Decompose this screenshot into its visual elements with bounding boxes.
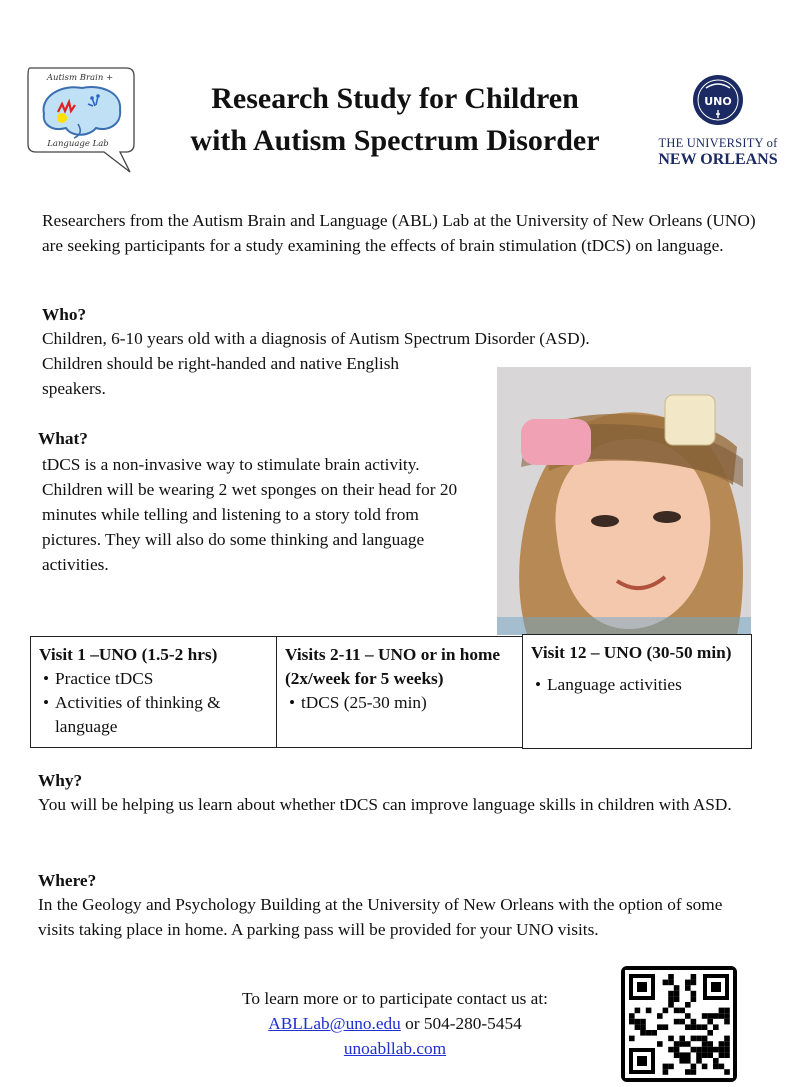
intro-paragraph: Researchers from the Autism Brain and Language (ABL) Lab at the University of New Orleans (UNO) are seeking participants for a study examining the effects of brain stimulation (tDCS) on language.: [42, 211, 756, 255]
email-link[interactable]: ABLLab@uno.edu: [268, 1014, 401, 1033]
phone-number: 504-280-5454: [423, 1014, 522, 1033]
list-item: • Language activities: [531, 673, 743, 697]
what-text: tDCS is a non-invasive way to stimulate brain activity. Children will be wearing 2 wet sponges on their head for 20 minutes while telling and listening to a story told from pictures. They will also do some thinking and language activities.: [42, 455, 458, 574]
who-heading: Who?: [42, 305, 87, 324]
list-item: • Activities of thinking & language: [39, 691, 269, 739]
visit-1-title: Visit 1 –UNO (1.5-2 hrs): [39, 645, 218, 664]
visit-12-box: [522, 634, 752, 749]
contact-connector: or: [400, 1014, 424, 1033]
list-item: • Practice tDCS: [39, 667, 269, 691]
why-text: You will be helping us learn about whether tDCS can improve language skills in children with ASD.: [38, 795, 732, 814]
qr-code: [621, 966, 737, 1082]
where-heading: Where?: [38, 871, 97, 890]
title-line-1: Research Study for Children: [211, 82, 579, 115]
university-name-line2: NEW ORLEANS: [658, 151, 778, 168]
university-name-line1: THE UNIVERSITY of: [658, 136, 778, 150]
page-title: [140, 78, 650, 162]
child-photo: [497, 367, 751, 635]
who-text-continued: Children should be right-handed and native English speakers.: [42, 354, 400, 398]
list-item: • tDCS (25-30 min): [285, 691, 515, 715]
visits-2-11-title: Visits 2-11 – UNO or in home (2x/week for 5 weeks): [285, 645, 501, 688]
title-line-2: with Autism Spectrum Disorder: [190, 124, 600, 157]
why-heading: Why?: [38, 771, 83, 790]
contact-intro: To learn more or to participate contact us at:: [242, 989, 548, 1008]
visit-12-title: Visit 12 – UNO (30-50 min): [531, 643, 732, 662]
where-text: In the Geology and Psychology Building at the University of New Orleans with the option of some visits taking place in home. A parking pass will be provided for your UNO visits.: [38, 895, 723, 939]
website-link[interactable]: unoabllab.com: [343, 1039, 447, 1058]
what-heading: What?: [38, 429, 88, 448]
visit-1-box: [30, 636, 278, 748]
contact-block: [170, 986, 620, 1061]
university-logo: [650, 74, 786, 168]
svg-text:Language Lab: Language Lab: [47, 139, 109, 149]
visits-2-11-box: [276, 636, 524, 748]
who-text: Children, 6-10 years old with a diagnosis of Autism Spectrum Disorder (ASD).: [42, 329, 590, 348]
svg-text:Autism Brain +: Autism Brain +: [46, 73, 114, 83]
lab-logo: [22, 62, 140, 176]
svg-text:UNO: UNO: [704, 95, 732, 108]
